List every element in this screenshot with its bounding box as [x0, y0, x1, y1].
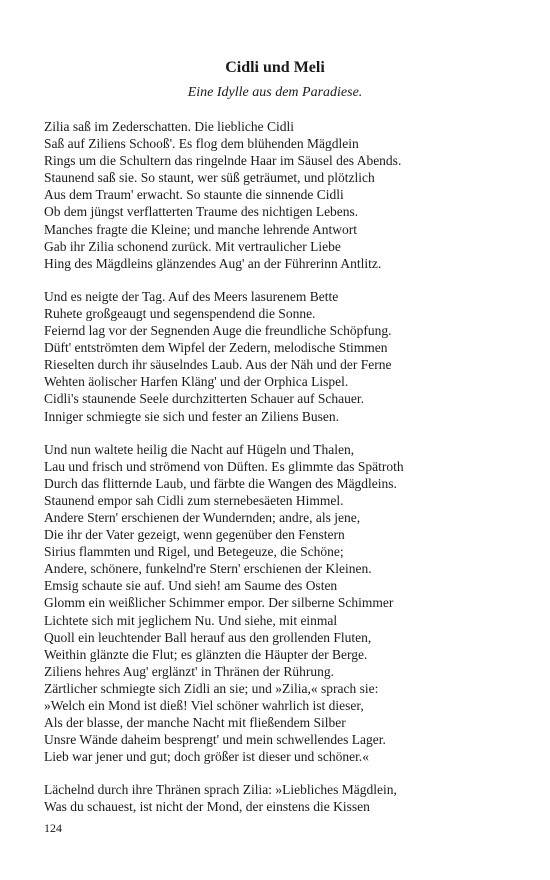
verse-line: Manches fragte die Kleine; und manche lehrende Antwort [44, 221, 358, 237]
verse-line: Quoll ein leuchtender Ball herauf aus den grollenden Fluten, [44, 629, 372, 645]
stanza-2 [44, 288, 514, 425]
page-number: 124 [44, 821, 62, 835]
verse-line: Lichtete sich mit jeglichem Nu. Und siehe, mit einmal [44, 612, 338, 628]
verse-line: Feiernd lag vor der Segnenden Auge die freundliche Schöpfung. [44, 323, 392, 339]
verse-line: Düft' entströmten dem Wipfel der Zedern, melodische Stimmen [44, 340, 388, 356]
verse-line: Andere Stern' erschienen der Wundernden; andre, als jene, [44, 509, 361, 525]
verse-line: Ruhete großgeaugt und segenspendend die Sonne. [44, 305, 316, 321]
verse-line: Wehten äolischer Harfen Kläng' und der Orphica Lispel. [44, 374, 349, 390]
verse-line: Zärtlicher schmiegte sich Zidli an sie; und »Zilia,« sprach sie: [44, 680, 379, 696]
verse-line: Zilia saß im Zederschatten. Die liebliche Cidli [44, 119, 295, 134]
verse-line: Staunend saß sie. So staunt, wer süß geträumet, und plötzlich [44, 170, 375, 186]
verse-line: Staunend empor sah Cidli zum sternebesäeten Himmel. [44, 492, 344, 508]
verse-line: Lau und frisch und strömend von Düften. Es glimmte das Spätroth [44, 458, 404, 474]
verse-line: Die ihr der Vater gezeigt, wenn gegenüber den Fenstern [44, 527, 345, 543]
verse-line: »Welch ein Mond ist dieß! Viel schöner wahrlich ist dieser, [44, 698, 364, 713]
stanza-1 [44, 118, 514, 272]
verse-line: Lächelnd durch ihre Thränen sprach Zilia: »Liebliches Mägdlein, [44, 782, 397, 798]
poem-body [44, 118, 514, 832]
stanza-3 [44, 441, 514, 766]
poem-subtitle: Eine Idylle aus dem Paradiese. [187, 85, 363, 100]
verse-line: Ob dem jüngst verflatterten Traume des nichtigen Lebens. [44, 204, 359, 220]
verse-line: Andere, schönere, funkelnd're Stern' erschienen der Kleinen. [44, 561, 372, 577]
verse-line: Unsre Wände daheim besprengt' und mein schwellendes Lager. [44, 732, 386, 748]
poem-title: Cidli und Meli [225, 59, 325, 76]
verse-line: Emsig schaute sie auf. Und sieh! am Saume des Osten [44, 578, 338, 594]
stanza-4 [44, 781, 514, 815]
verse-line: Als der blasse, der manche Nacht mit fließendem Silber [44, 715, 346, 731]
verse-line: Rings um die Schultern das ringelnde Haar im Säusel des Abends. [44, 153, 402, 169]
verse-line: Und nun waltete heilig die Nacht auf Hügeln und Thalen, [44, 441, 355, 457]
verse-line: Weithin glänzte die Flut; es glänzten die Häupter der Berge. [44, 646, 368, 662]
verse-line: Aus dem Traum' erwacht. So staunte die sinnende Cidli [44, 187, 344, 203]
verse-line: Cidli's staunende Seele durchzitterten Schauer auf Schauer. [44, 391, 364, 407]
verse-line: Durch das flitternde Laub, und färbte die Wangen des Mägdleins. [44, 475, 397, 491]
verse-line: Inniger schmiegte sie sich und fester an Ziliens Busen. [44, 408, 340, 424]
verse-line: Ziliens hehres Aug' erglänzt' in Thränen der Rührung. [44, 663, 335, 679]
verse-line: Lieb war jener und gut; doch größer ist dieser und schöner.« [44, 749, 370, 765]
verse-line: Sirius flammten und Rigel, und Betegeuze, die Schöne; [44, 544, 344, 560]
verse-line: Und es neigte der Tag. Auf des Meers lasurenem Bette [44, 288, 339, 304]
verse-line: Glomm ein weißlicher Schimmer empor. Der silberne Schimmer [44, 595, 394, 611]
verse-line: Saß auf Ziliens Schooß'. Es flog dem blühenden Mägdlein [44, 136, 359, 152]
verse-line: Gab ihr Zilia schonend zurück. Mit vertraulicher Liebe [44, 238, 341, 254]
verse-line: Hing des Mägdleins glänzendes Aug' an der Führerinn Antlitz. [44, 255, 382, 271]
verse-line: Rieselten durch ihr säuselndes Laub. Aus der Näh und der Ferne [44, 357, 392, 373]
verse-line: Was du schauest, ist nicht der Mond, der einstens die Kissen [44, 799, 370, 815]
